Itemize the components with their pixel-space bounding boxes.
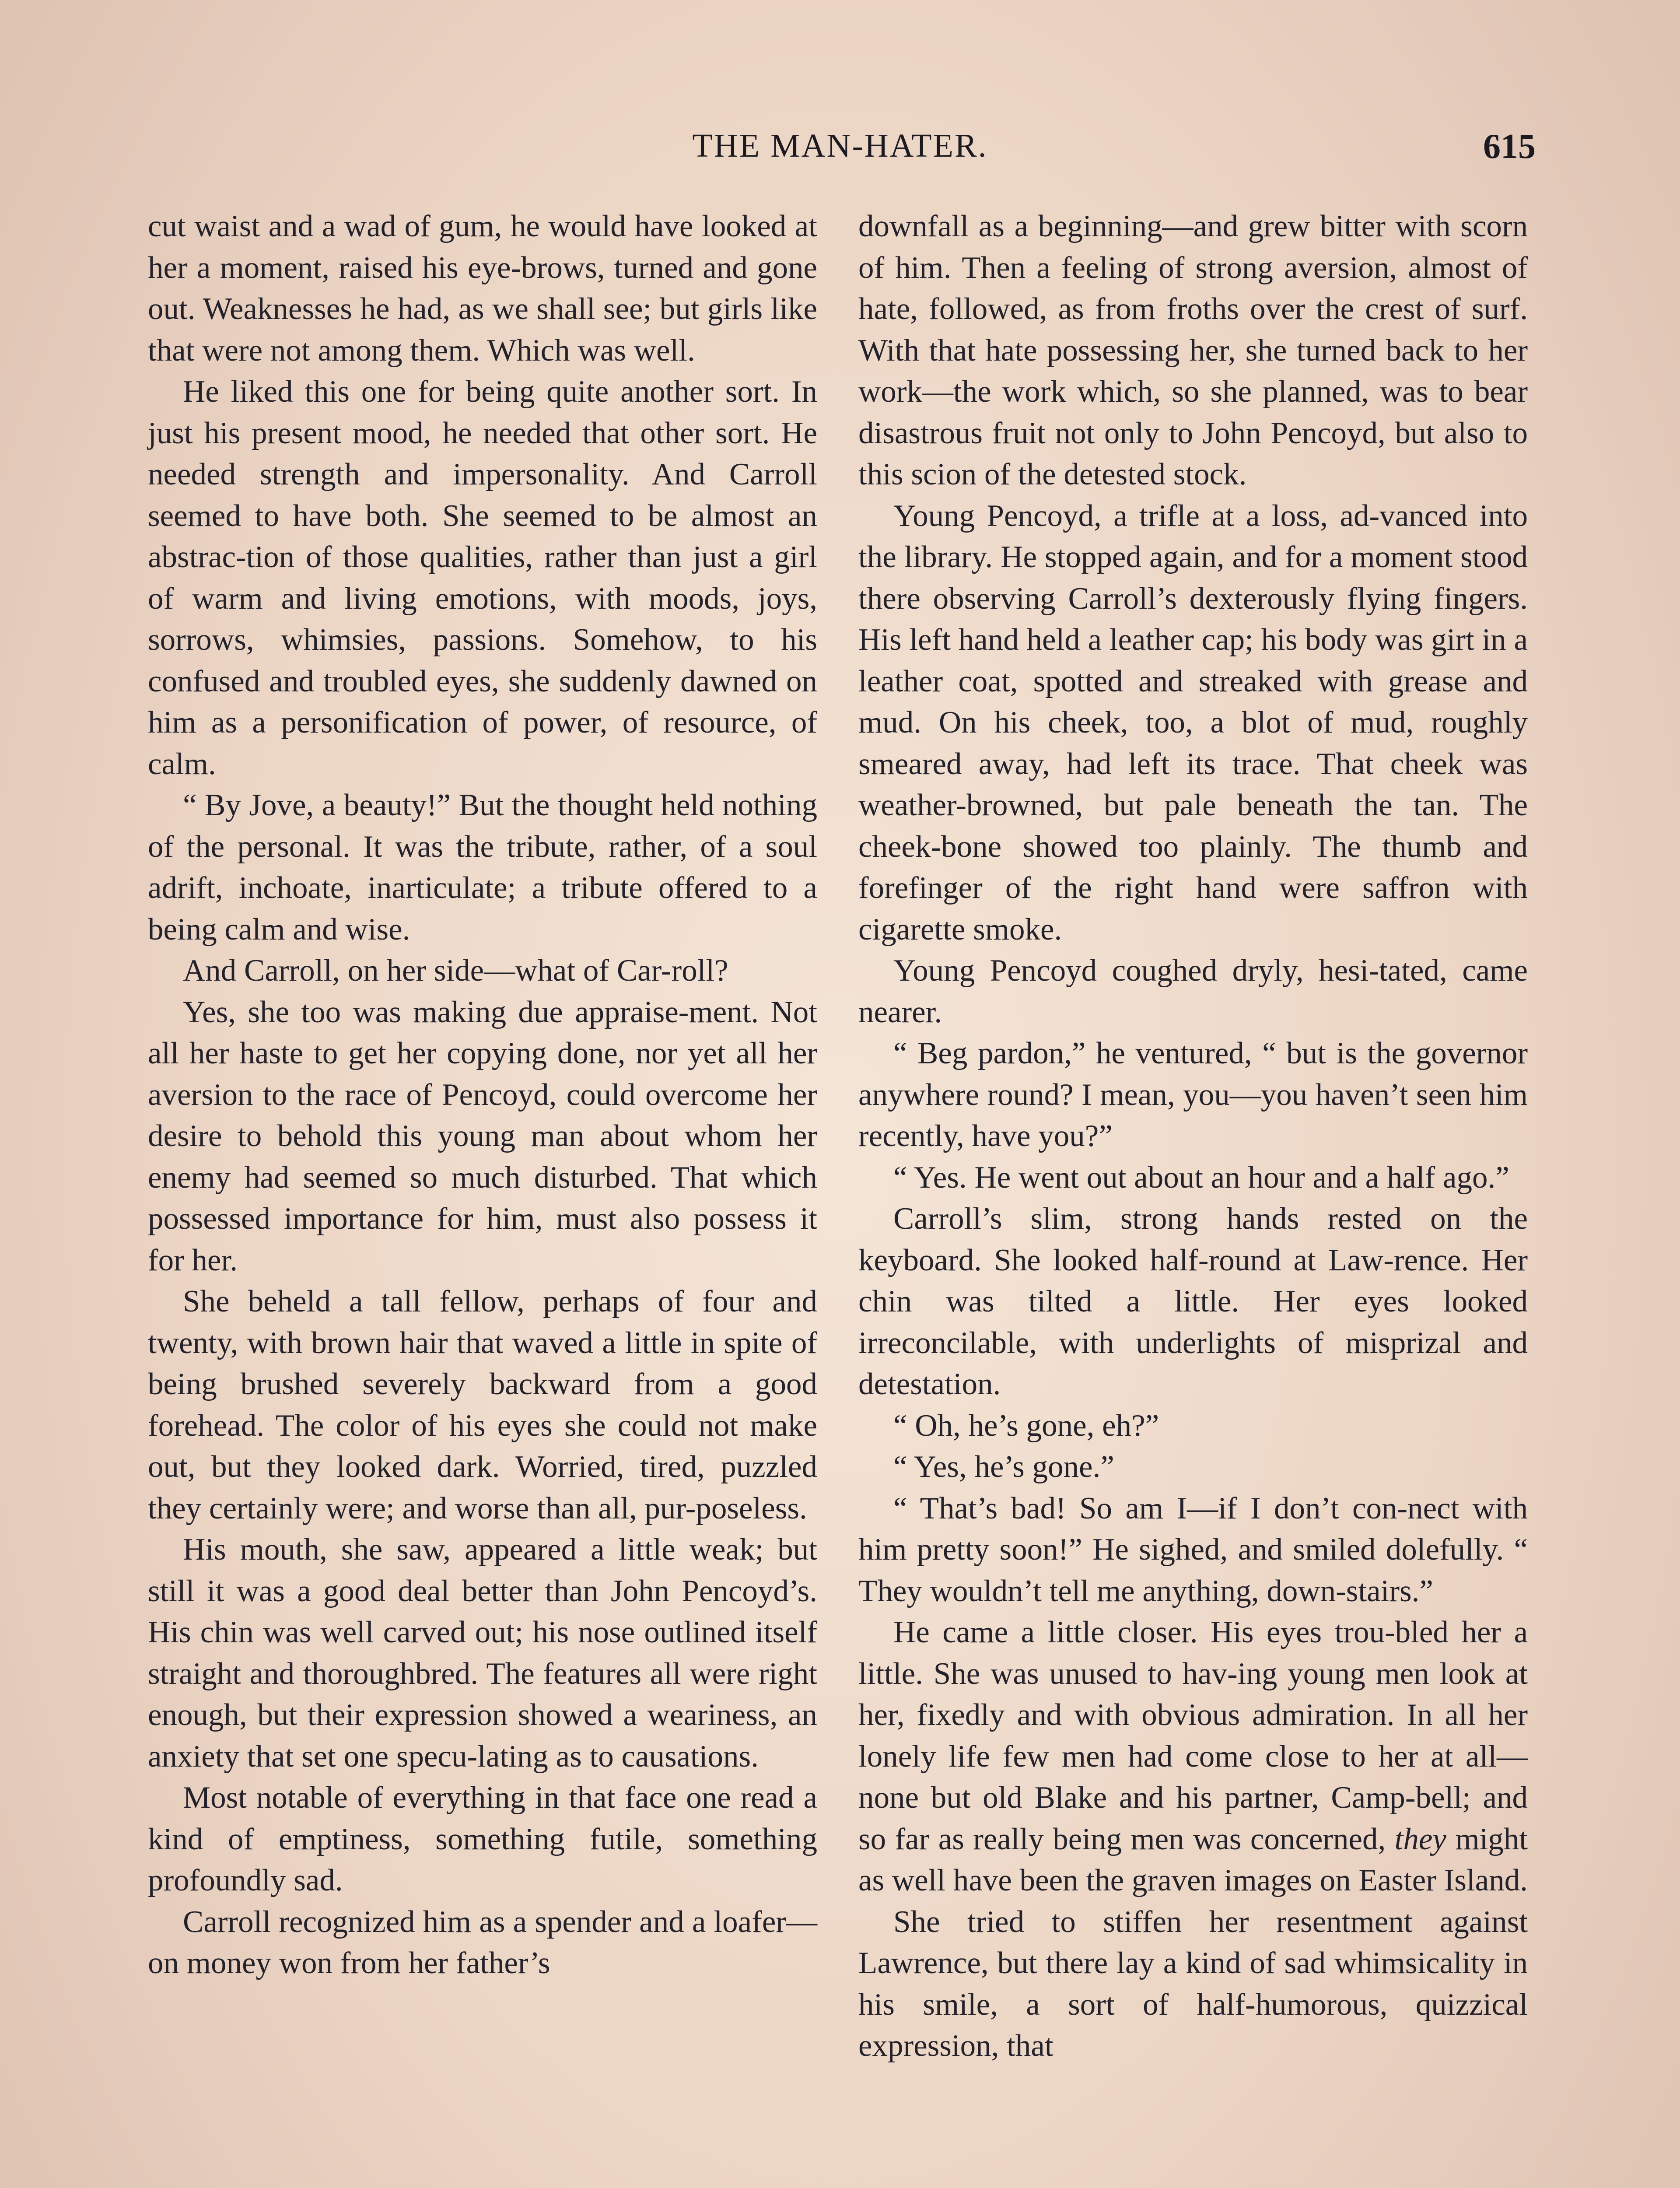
left-column: [148, 206, 817, 1984]
paragraph-text: might as well have been the graven images on Easter Island.: [858, 1822, 1528, 1897]
running-title: THE MAN-HATER.: [692, 127, 988, 164]
paragraph: downfall as a beginning—and grew bitter with scorn of him. Then a feeling of strong aversion, almost of hate, followed, as from froths over the crest of surf. With that hate possessing her, she turned back to her work—the work which, so she planned, was to bear disastrous fruit not only to John Pencoyd, but also to this scion of the detested stock.: [858, 209, 1528, 491]
paragraph: “ Yes. He went out about an hour and a half ago.”: [893, 1160, 1509, 1195]
paragraph: Carroll’s slim, strong hands rested on the keyboard. She looked half-round at Law-rence. Her chin was tilted a little. Her eyes looked irreconcilable, with underlights of misprizal and detestation.: [858, 1202, 1528, 1401]
paragraph: “ That’s bad! So am I—if I don’t con-nect with him pretty soon!” He sighed, and smiled dolefully. “ They wouldn’t tell me anything, down-stairs.”: [858, 1491, 1528, 1608]
paragraph: She tried to stiffen her resentment against Lawrence, but there lay a kind of sad whimsicality in his smile, a sort of half-humorous, quizzical expression, that: [858, 1904, 1528, 2063]
paragraph: [858, 1612, 1528, 1901]
paragraph: Young Pencoyd coughed dryly, hesi-tated, came nearer.: [858, 954, 1528, 1029]
paragraph: “ Oh, he’s gone, eh?”: [893, 1408, 1159, 1443]
paragraph: cut waist and a wad of gum, he would have looked at her a moment, raised his eye-brows, turned and gone out. Weaknesses he had, as we shall see; but girls like that were not among them. Which was well.: [148, 209, 817, 368]
paragraph: Yes, she too was making due appraise-ment. Not all her haste to get her copying done, nor yet all her aversion to the race of Pencoyd, could overcome her desire to behold this young man about whom her enemy had seemed so much disturbed. That which possessed importance for him, must also possess it for her.: [148, 995, 817, 1277]
paragraph: Most notable of everything in that face one read a kind of emptiness, something futile, something profoundly sad.: [148, 1781, 817, 1897]
emphasis-text: they: [1394, 1822, 1446, 1856]
paragraph: And Carroll, on her side—what of Car-roll?: [183, 954, 728, 988]
right-column: [858, 206, 1528, 2067]
paragraph: “ Yes, he’s gone.”: [893, 1450, 1114, 1484]
paragraph: His mouth, she saw, appeared a little weak; but still it was a good deal better than John Pencoyd’s. His chin was well carved out; his nose outlined itself straight and thoroughbred. The features all were right enough, but their expression showed a weariness, an anxiety that set one specu-lating as to causations.: [148, 1532, 817, 1774]
paragraph: He liked this one for being quite another sort. In just his present mood, he needed that other sort. He needed strength and impersonality. And Carroll seemed to have both. She seemed to be almost an abstrac-tion of those qualities, rather than just a girl of warm and living emotions, with moods, joys, sorrows, whimsies, passions. Somehow, to his confused and troubled eyes, she suddenly dawned on him as a personification of power, of resource, of calm.: [148, 375, 817, 781]
paragraph-text: He came a little closer. His eyes trou-bled her a little. She was unused to hav-ing young men look at her, fixedly and with obvious admiration. In all her lonely life few men had come close to her at all—none but old Blake and his partner, Camp-bell; and so far as really being men was concerned,: [858, 1615, 1528, 1856]
paragraph: Young Pencoyd, a trifle at a loss, ad-vanced into the library. He stopped again, and for a moment stood there observing Carroll’s dexterously flying fingers. His left hand held a leather cap; his body was girt in a leather coat, spotted and streaked with grease and mud. On his cheek, too, a blot of mud, roughly smeared away, had left its trace. That cheek was weather-browned, but pale beneath the tan. The cheek-bone showed too plainly. The thumb and forefinger of the right hand were saffron with cigarette smoke.: [858, 498, 1528, 947]
paragraph: “ Beg pardon,” he ventured, “ but is the governor anywhere round? I mean, you—you haven’t seen him recently, have you?”: [858, 1036, 1528, 1153]
page-header: [144, 127, 1536, 184]
paragraph: Carroll recognized him as a spender and a loafer—on money won from her father’s: [148, 1904, 817, 1980]
paragraph: “ By Jove, a beauty!” But the thought held nothing of the personal. It was the tribute, rather, of a soul adrift, inchoate, inarticulate; a tribute offered to a being calm and wise.: [148, 788, 817, 947]
paragraph: She beheld a tall fellow, perhaps of four and twenty, with brown hair that waved a little in spite of being brushed severely backward from a good forehead. The color of his eyes she could not make out, but they looked dark. Worried, tired, puzzled they certainly were; and worse than all, pur-poseless.: [148, 1284, 817, 1525]
page-number: 615: [1483, 127, 1536, 166]
